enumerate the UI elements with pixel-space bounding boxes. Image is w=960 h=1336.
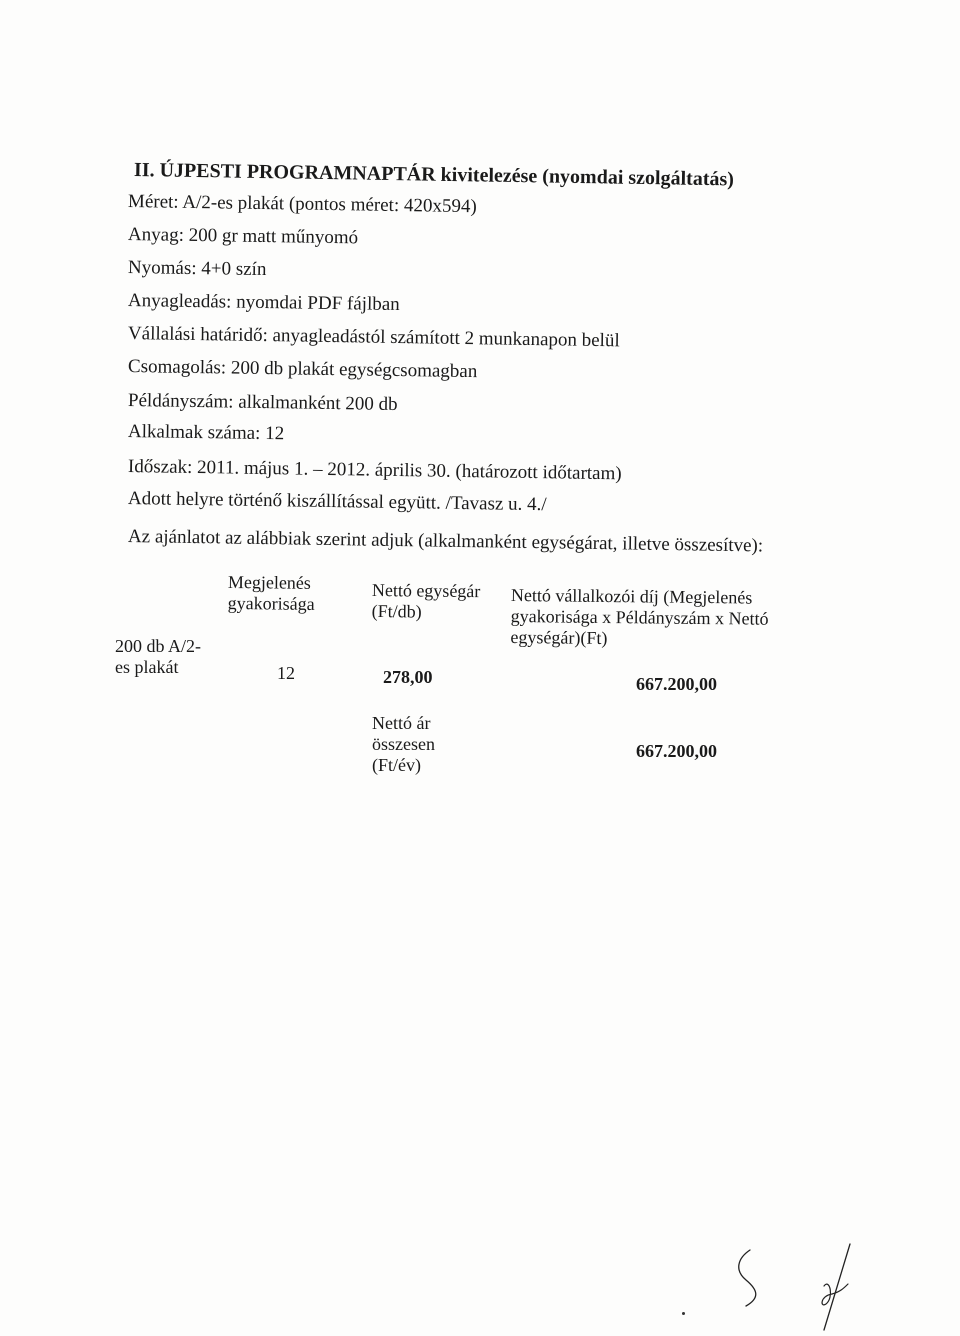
ink-dot <box>682 1312 685 1315</box>
row-fee: 667.200,00 <box>636 674 717 694</box>
header-frequency: Megjelenés gyakorisága <box>227 572 315 614</box>
spec-period: Időszak: 2011. május 1. – 2012. április 30. (határozott időtartam) <box>127 456 622 485</box>
header-unit-price: Nettó egységár (Ft/db) <box>371 580 481 622</box>
spec-packaging: Csomagolás: 200 db plakát egységcsomagban <box>127 356 478 383</box>
spec-size: Méret: A/2-es plakát (pontos méret: 420x594) <box>127 191 477 218</box>
spec-delivery-format: Anyagleadás: nyomdai PDF fájlban <box>127 290 400 316</box>
row-unit-price: 278,00 <box>383 667 433 687</box>
section-heading: II. ÚJPESTI PROGRAMNAPTÁR kivitelezése (nyomdai szolgáltatás) <box>133 159 735 191</box>
spec-deadline: Vállalási határidő: anyagleadástól számított 2 munkanapon belül <box>127 323 620 352</box>
offer-intro: Az ajánlatot az alábbiak szerint adjuk (alkalmanként egységárat, illetve összesítve): <box>127 526 764 557</box>
signature-mark <box>720 1236 880 1336</box>
total-value: 667.200,00 <box>636 741 717 761</box>
row-frequency: 12 <box>277 663 295 683</box>
spec-shipping: Adott helyre történő kiszállítással együtt. /Tavasz u. 4./ <box>127 488 547 516</box>
spec-printing: Nyomás: 4+0 szín <box>127 257 267 281</box>
spec-copies: Példányszám: alkalmanként 200 db <box>127 390 398 415</box>
spec-occasions: Alkalmak száma: 12 <box>127 421 285 445</box>
header-fee: Nettó vállalkozói díj (Megjelenés gyakorisága x Példányszám x Nettó egységár)(Ft) <box>510 585 769 649</box>
total-label: Nettó ár összesen (Ft/év) <box>372 713 435 775</box>
spec-material: Anyag: 200 gr matt műnyomó <box>127 224 359 249</box>
row-item: 200 db A/2- es plakát <box>115 636 202 677</box>
